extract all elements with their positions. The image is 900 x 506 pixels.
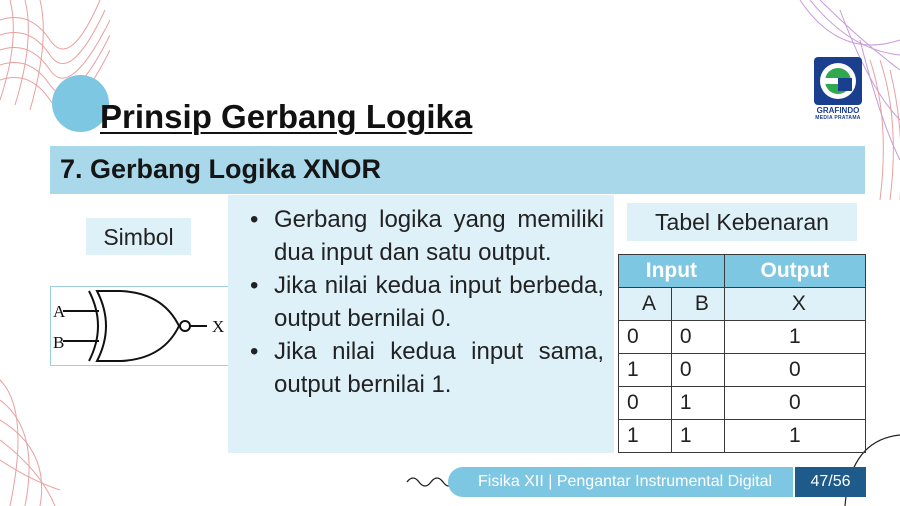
page-number-box xyxy=(795,467,866,497)
table-row xyxy=(619,321,866,354)
description-list xyxy=(246,203,604,401)
cell-x: 1 xyxy=(724,321,865,354)
xnor-gate-symbol xyxy=(50,286,230,366)
header-output: Output xyxy=(724,255,865,288)
section-header xyxy=(50,146,865,194)
truth-table-label: Tabel Kebenaran xyxy=(655,209,829,235)
decor-bottom-left-waves xyxy=(0,370,60,506)
table-row xyxy=(619,354,866,387)
table-column-labels xyxy=(619,288,866,321)
column-label-x: X xyxy=(724,288,865,321)
cell-x: 1 xyxy=(724,420,865,453)
column-label-b: B xyxy=(671,288,724,321)
section-title: 7. Gerbang Logika XNOR xyxy=(60,154,382,184)
cell-a: 0 xyxy=(619,387,672,420)
logo-name: GRAFINDO xyxy=(816,106,860,115)
truth-table-label-box xyxy=(627,203,857,241)
gate-input-b: B xyxy=(53,333,65,352)
table-row xyxy=(619,387,866,420)
column-label-a: A xyxy=(619,288,672,321)
cell-b: 0 xyxy=(671,354,724,387)
gate-input-a: A xyxy=(53,302,66,321)
symbol-label: Simbol xyxy=(103,224,174,250)
description-box xyxy=(228,195,614,453)
gate-output-x: X xyxy=(212,317,225,336)
footer-bar xyxy=(448,467,793,497)
description-item: • Jika nilai kedua input berbeda, output bernilai 0. xyxy=(246,269,604,335)
description-item: • Jika nilai kedua input sama, output bernilai 1. xyxy=(246,335,604,401)
cell-x: 0 xyxy=(724,354,865,387)
cell-b: 0 xyxy=(671,321,724,354)
cell-a: 1 xyxy=(619,420,672,453)
page-number: 47/56 xyxy=(810,473,851,490)
decor-squiggle xyxy=(405,472,453,492)
table-row xyxy=(619,420,866,453)
symbol-label-box xyxy=(86,218,191,255)
logo-subtitle: MEDIA PRATAMA xyxy=(815,115,861,121)
xnor-gate-icon xyxy=(51,287,229,365)
cell-b: 1 xyxy=(671,420,724,453)
header-input: Input xyxy=(619,255,725,288)
cell-a: 1 xyxy=(619,354,672,387)
cell-b: 1 xyxy=(671,387,724,420)
description-item: • Gerbang logika yang memiliki dua input dan satu output. xyxy=(246,203,604,269)
truth-table xyxy=(618,254,866,453)
page-title: Prinsip Gerbang Logika xyxy=(100,98,473,135)
cell-a: 0 xyxy=(619,321,672,354)
footer-text: Fisika XII | Pengantar Instrumental Digital xyxy=(478,473,773,490)
cell-x: 0 xyxy=(724,387,865,420)
